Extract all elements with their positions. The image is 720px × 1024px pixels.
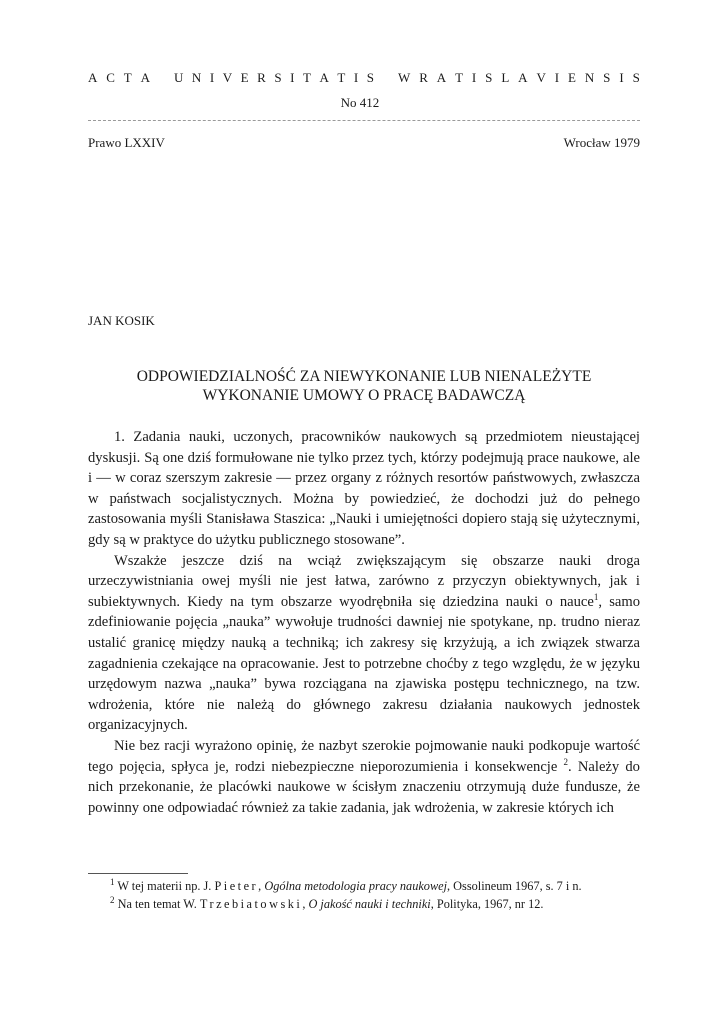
series-letter: V (222, 70, 233, 85)
series-letter: I (209, 70, 215, 85)
footnote-2-author: Trzebiatowski (199, 896, 303, 911)
footnote-1-text: W tej materii np. J. (114, 879, 215, 893)
journal-section: Prawo LXXIV (88, 135, 165, 150)
volume-number: No 412 (340, 95, 380, 110)
series-letter: I (554, 70, 560, 85)
series-word-universitatis (174, 70, 374, 86)
series-letter: E (240, 70, 249, 85)
series-word-wratislaviensis (398, 70, 640, 86)
series-letter: I (290, 70, 295, 85)
series-letter: I (619, 70, 624, 85)
footnote-1-author: Pieter (214, 879, 259, 893)
series-letter: T (337, 70, 346, 85)
series-letter: C (106, 70, 115, 85)
footnote-2 (88, 896, 640, 914)
series-letter: A (88, 70, 98, 85)
footnote-2-title: O jakość nauki i techniki (308, 896, 431, 911)
series-letter: I (353, 70, 359, 85)
footnotes (88, 878, 640, 913)
series-letter: V (536, 70, 546, 85)
paragraph-3-part-a: Nie bez racji wyrażono opinię, że nazbyt szerokie pojmowanie nauki podkopuje wartość tego pojęcia, spłyca je, rodzi niebezpieczne nieporozumienia i konsekwencje (88, 737, 640, 775)
series-letter: R (257, 70, 266, 85)
paragraph-3-part-b: . Należy do nich przekonanie, że placówki naukowe w ścisłym znaczeniu otrzymują duże fundusze, że powinny one odpowiadać również za takie zadania, jak wdrożenia, w zakresie których ich (88, 758, 640, 816)
footnote-1-title: Ogólna metodologia pracy naukowej (264, 879, 448, 893)
paragraph-2 (88, 551, 640, 736)
footnote-divider (88, 873, 188, 874)
footnote-1-number: 1 (110, 876, 115, 887)
paragraph-2-part-a: Wszakże jeszcze dziś na wciąż zwiększającym się obszarze nauki droga urzeczywistniania owej myśli nie jest łatwa, zarówno z przyczyn obiektywnych, jak i subiektywnych. Kiedy na tym obszarze wyodrębniła się dziedzina nauki o nauce (88, 552, 640, 610)
header-divider (88, 120, 640, 121)
series-letter: A (140, 70, 150, 85)
article-title-line-2: WYKONANIE UMOWY O PRACĘ BADAWCZĄ (202, 387, 526, 404)
footnote-2-sep: , (302, 896, 309, 911)
series-letter: T (455, 70, 464, 85)
series-letter: E (568, 70, 576, 85)
article-body (88, 427, 640, 818)
footnote-2-text: Na ten temat W. (114, 896, 200, 911)
series-letter: S (366, 70, 374, 85)
series-letter: A (518, 70, 528, 85)
series-letter: S (632, 70, 640, 85)
series-letter: I (471, 70, 477, 85)
series-letter: W (398, 70, 411, 85)
footnote-1-source: , Ossolineum 1967, s. 7 i n. (447, 879, 582, 893)
article-title-line-1: ODPOWIEDZIALNOŚĆ ZA NIEWYKONANIE LUB NIENALEŻYTE (136, 368, 592, 385)
footnote-2-number: 2 (110, 894, 115, 905)
series-letter: L (501, 70, 510, 85)
series-letter: T (123, 70, 132, 85)
series-letter: S (603, 70, 611, 85)
footnote-ref-2: 2 (563, 756, 569, 767)
journal-series-title (88, 70, 640, 86)
paragraph-3 (88, 736, 640, 818)
paragraph-1: 1. Zadania nauki, uczonych, pracowników naukowych są przedmiotem nieustającej dyskusji. Są one dziś formułowane nie tylko przez tych, którzy podejmują prace naukowe, ale i — w coraz szerszym zakresie — przez organy z różnych resortów państwowych, zwłaszcza w państwach socjalistycznych. Można by powiedzieć, że dochodzi już do pełnego zastosowania myśli Stanisława Staszica: „Nauki i umiejętności dopiero stają się użytecznymi, gdy są w praktyce do użytku publicznego stosowane”. (88, 429, 640, 548)
footnote-2-source: , Polityka, 1967, nr 12. (430, 896, 544, 911)
publication-place-year: Wrocław 1979 (563, 135, 640, 150)
series-letter: N (584, 70, 595, 85)
series-letter: R (419, 70, 428, 85)
paragraph-2-part-b: , samo zdefiniowanie pojęcia „nauka” wywołuje trudności dawniej nie spotykane, np. trudno nieraz ustalić granicę między nauką a techniką; ich zakresy się krzyżują, a ich związek stwarza zagadnienia czekające na opracowanie. Jest to potrzebne choćby z tego względu, że w języku urzędowym nazwa „nauka” bywa rozciągana na zjawiska postępu technicznego, na tzw. wdrożenia, które nie należą do głównego zakresu działania naukowych jednostek organizacyjnych. (88, 593, 640, 734)
series-letter: T (302, 70, 311, 85)
series-letter: S (274, 70, 282, 85)
series-letter: S (485, 70, 493, 85)
series-letter: U (174, 70, 184, 85)
series-word-acta (88, 70, 150, 86)
footnote-1-sep: , (258, 879, 265, 893)
series-letter: A (319, 70, 329, 85)
series-letter: A (436, 70, 447, 85)
author-name: JAN KOSIK (88, 313, 155, 328)
article-title (88, 367, 640, 405)
footnote-ref-1: 1 (593, 591, 599, 602)
footnote-1 (88, 878, 640, 896)
series-letter: N (191, 70, 202, 85)
